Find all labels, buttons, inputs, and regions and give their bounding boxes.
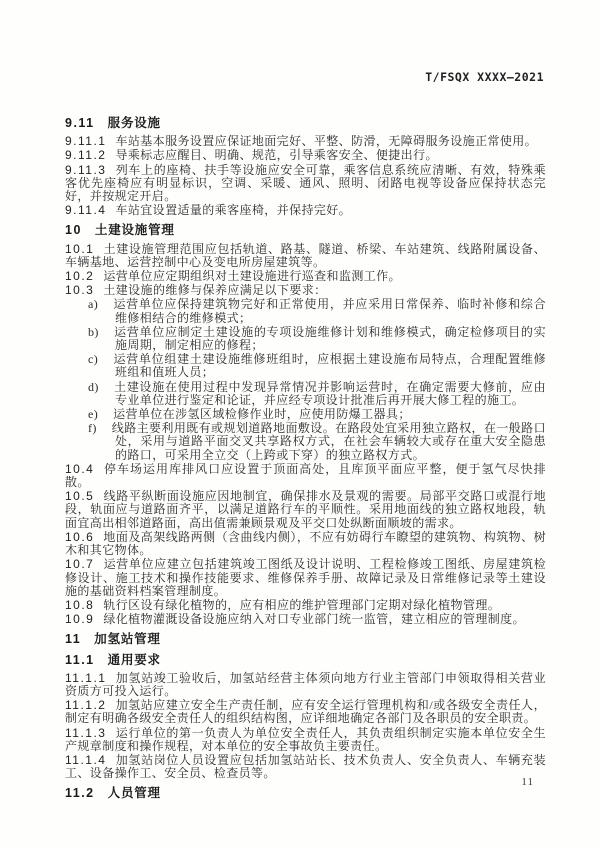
clause (65, 149, 546, 162)
clause-text: 运营单位应建立包括建筑竣工图纸及设计说明、工程检修竣工图纸、房屋建筑检修设计、施工技术和操作技能要求、维修保养手册、故障记录及日常维修记录等土建设施的基础资料档案管理制度。 (65, 557, 546, 598)
section-number: 11.1 (65, 652, 95, 667)
clause-number: 10.3 (65, 283, 95, 298)
clause (65, 204, 546, 217)
list-item-text: 线路主要利用既有或规划道路地面敷设。在路段处宜采用独立路权，在一般路口处，采用与道路平面交叉共享路权方式，在社会车辆较大或存在重大安全隐患的路口，可采用全立交（上跨或下穿）的独立路权方式。 (111, 421, 546, 462)
clause (65, 599, 546, 612)
clause (65, 243, 546, 269)
section-title: 加氢站管理 (94, 632, 161, 647)
clause-number: 10.4 (65, 461, 95, 476)
section-number: 9.11 (65, 116, 95, 130)
section-heading (65, 224, 546, 237)
page-number: 11 (521, 776, 534, 788)
list-item-letter: e) (88, 407, 99, 422)
list-item-letter: a) (88, 297, 99, 312)
clause (65, 270, 546, 283)
standard-number-header: T/FSQX XXXX—2021 (425, 70, 544, 84)
section-heading (65, 787, 546, 800)
section-title: 服务设施 (107, 116, 161, 130)
list-item-text: 运营单位组建土建设施维修班组时，应根据土建设施布局特点，合理配置维修班组和值班人员； (113, 352, 546, 380)
clause-text: 列车上的座椅、扶手等设施应安全可靠，乘客信息系统应清晰、有效，特殊乘客优先座椅应有明显标识，空调、采暖、通风、照明、闭路电视等设备应保持状态完好，并按规定开启。 (65, 162, 546, 204)
clause (65, 463, 546, 489)
clause-number: 10.7 (65, 557, 95, 572)
clause-number: 9.11.4 (65, 203, 107, 218)
clause-number: 11.1.3 (65, 725, 107, 740)
clause-text: 土建设施管理范围应包括轨道、路基、隧道、桥梁、车站建筑、线路附属设备、车辆基地、运营控制中心及变电所房屋建筑等。 (65, 241, 546, 269)
clause-number: 10.8 (65, 597, 95, 612)
section-title: 通用要求 (107, 652, 161, 667)
clause-text: 地面及高架线路两侧（含曲线内侧），不应有妨碍行车瞭望的建筑物、构筑物、树木和其它物体。 (65, 529, 546, 558)
list-item-letter: b) (88, 324, 99, 339)
clause-number: 9.11.2 (65, 148, 107, 163)
clause-number: 10.1 (65, 241, 95, 256)
list-item-letter: d) (88, 379, 99, 394)
list-item-text: 运营单位应制定土建设施的专项设施维修计划和维修模式，确定检修项目的实施周期，制定相应的修程； (113, 324, 546, 353)
clause-text: 停车场运用库排风口应设置于顶面高处，且库顶平面应平整，便于氢气尽快排散。 (65, 461, 546, 490)
clause-text: 轨行区设有绿化植物的，应有相应的维护管理部门定期对绿化植物管理。 (103, 597, 501, 612)
clause-number: 9.11.3 (65, 162, 107, 177)
clause-text: 导乘标志应醒目、明确、规范，引导乘客安全、便捷出行。 (115, 148, 438, 163)
list-item-text: 运营单位在涉氢区域检修作业时，应使用防爆工器具； (113, 407, 411, 422)
clause-number: 11.1.2 (65, 698, 107, 713)
list-item (65, 326, 546, 352)
clause (65, 490, 546, 530)
clause (65, 727, 546, 753)
clause-text: 车站基本服务设置应保证地面完好、平整、防滑，无障碍服务设施正常使用。 (115, 134, 538, 149)
clause-text: 线路平纵断面设施应因地制宜，确保排水及景观的需要。局部平交路口或混行地段，轨面应与道路面齐平，以满足道路行车的平顺性。采用地面线的独立路权地段，轨面宜高出相邻道路面，高出值需兼顾景观及平交口处纵断面顺坡的需求。 (65, 489, 546, 530)
clause-number: 10.5 (65, 489, 95, 504)
clause-number: 10.6 (65, 529, 95, 544)
clause-text: 运行单位的第一负责人为单位安全责任人，其负责组织制定实施本单位安全生产规章制度和操作规程，对本单位的安全事故负主要责任。 (65, 725, 546, 753)
clause (65, 672, 546, 698)
list-item (65, 422, 546, 462)
clause-text: 绿化植物灌溉设备设施应纳入对口专业部门统一监管，建立相应的管理制度。 (103, 612, 525, 627)
section-title: 土建设施管理 (94, 223, 175, 238)
clause-number: 11.1.4 (65, 752, 107, 767)
clause (65, 164, 546, 204)
clause-text: 加氢站岗位人员设置应包括加氢站站长、技术负责人、安全负责人、车辆充装工、设备操作工、安全员、检查员等。 (65, 752, 546, 781)
list-item-letter: f) (88, 421, 97, 436)
section-heading (65, 117, 546, 130)
clause (65, 699, 546, 725)
clause-text: 车站宜设置适量的乘客座椅，并保持完好。 (115, 203, 352, 218)
section-number: 10 (65, 223, 82, 238)
clause-text: 加氢站应建立安全生产责任制，应有安全运行管理机构和/或各级安全责任人，制定有明确各级安全责任人的组织结构图，应详细地确定各部门及各职员的安全职责。 (65, 698, 546, 726)
list-item (65, 298, 546, 324)
clause (65, 613, 546, 626)
clause-number: 11.1.1 (65, 670, 107, 685)
section-heading (65, 633, 546, 646)
clause-text: 土建设施的维修与保养应满足以下要求： (103, 283, 327, 298)
clause (65, 558, 546, 598)
list-item (65, 353, 546, 379)
section-number: 11.2 (65, 786, 95, 801)
list-item (65, 381, 546, 407)
clause-number: 10.2 (65, 269, 95, 284)
clause-text: 加氢站竣工验收后，加氢站经营主体须向地方行业主管部门申领取得相关营业资质方可投入运行。 (65, 670, 546, 698)
list-item-letter: c) (88, 352, 99, 367)
clause (65, 135, 546, 148)
list-item-text: 土建设施在使用过程中发现异常情况并影响运营时，在确定需要大修前，应由专业单位进行鉴定和论证，并应经专项设计批准后再开展大修工程的施工。 (113, 379, 546, 407)
clause (65, 754, 546, 780)
section-title: 人员管理 (107, 786, 161, 801)
list-item (65, 408, 546, 421)
section-number: 11 (65, 632, 82, 647)
list-item-text: 运营单位应保持建筑物完好和正常使用，并应采用日常保养、临时补修和综合维修相结合的维修模式； (113, 297, 546, 325)
section-heading (65, 654, 546, 667)
clause-text: 运营单位应定期组织对土建设施进行巡查和监测工作。 (103, 269, 401, 284)
clause-number: 10.9 (65, 612, 95, 627)
clause (65, 531, 546, 557)
clause-number: 9.11.1 (65, 134, 107, 149)
document-body (65, 117, 546, 806)
clause (65, 284, 546, 297)
